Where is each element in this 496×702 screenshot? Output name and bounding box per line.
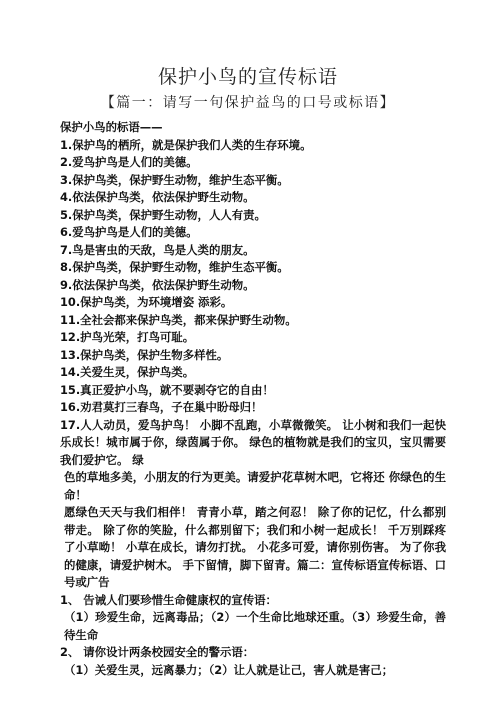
slogan-item: 13.保护鸟类，保护生物多样性。: [60, 347, 229, 362]
slogan-item: 4.依法保护鸟类，依法保护野生动物。: [60, 190, 255, 204]
paragraph-17: 17.人人动员，爱鸟护鸟！ 小脚不乱跑，小草微微笑。 让小树和我们一起快乐成长！城市属于你，绿茵属于你。 绿色的植物就是我们的宝贝，宝贝需要我们爱护它。 绿: [60, 417, 446, 467]
slogan-item: 6.爱鸟护鸟是人们的美德。: [60, 225, 198, 239]
slogan-item: 15.真正爱护小鸟，就不要剥夺它的自由！: [60, 382, 274, 397]
page-title: 保护小鸟的宣传标语: [157, 66, 338, 88]
slogan-heading: 保护小鸟的标语——: [60, 120, 163, 134]
slogan-item: 14.关爱生灵，保护鸟类。: [60, 365, 195, 379]
slogan-item: 10.保护鸟类，为环境增姿 添彩。: [60, 295, 233, 309]
page-subtitle: 【篇一：请写一句保护益鸟的口号或标语】: [100, 95, 396, 111]
slogan-item: 2.爱鸟护鸟是人们的美德。: [60, 155, 198, 169]
slogan-item: 7.鸟是害虫的天敌，鸟是人类的朋友。: [60, 242, 255, 257]
question-1: 1、 告诫人们要珍惜生命健康权的宣传语：: [60, 592, 277, 607]
document-body: [60, 119, 446, 679]
paragraph-green-companion: 愿绿色天天与我们相伴！ 青青小草，踏之何忍！ 除了你的记忆，什么都别带走。 除了你的笑脸，什么都别留下；我们和小树一起成长！ 千万别踩疼了小草呦！ 小草在成长，请勿打扰。 小花多可爱，请你别伤害。 为了你我的健康，请爱护树木。 手下留情，脚下留青。篇二：宣传标语宣传标语、口号或广告: [64, 505, 446, 589]
slogan-item: 12.护鸟光荣，打鸟可耻。: [60, 330, 195, 344]
slogan-item: 11.全社会都来保护鸟类，都来保护野生动物。: [60, 312, 297, 327]
paragraph-green-grass: 色的草地多美，小朋友的行为更美。请爱护花草树木吧，它将还 你绿色的生命！: [64, 470, 446, 502]
question-2: 2、 请你设计两条校园安全的警示语：: [60, 645, 255, 659]
slogan-item: 1.保护鸟的栖所，就是保护我们人类的生存环境。: [60, 137, 312, 152]
slogan-item: 3.保护鸟类，保护野生动物，维护生态平衡。: [60, 172, 289, 187]
slogan-item: 8.保护鸟类，保护野生动物，维护生态平衡。: [60, 260, 289, 274]
slogan-item: 5.保护鸟类，保护野生动物，人人有责。: [60, 207, 266, 222]
slogan-item: 9.依法保护鸟类，依法保护野生动物。: [60, 277, 255, 292]
answer-2: （1）关爱生灵，远离暴力；（2）让人就是让己，害人就是害己；: [64, 662, 394, 677]
answer-1: （1）珍爱生命，远离毒品；（2）一个生命比地球还重。（3）珍爱生命，善待生命: [64, 610, 446, 642]
slogan-item: 16.劝君莫打三春鸟，子在巢中盼母归！: [60, 400, 263, 414]
